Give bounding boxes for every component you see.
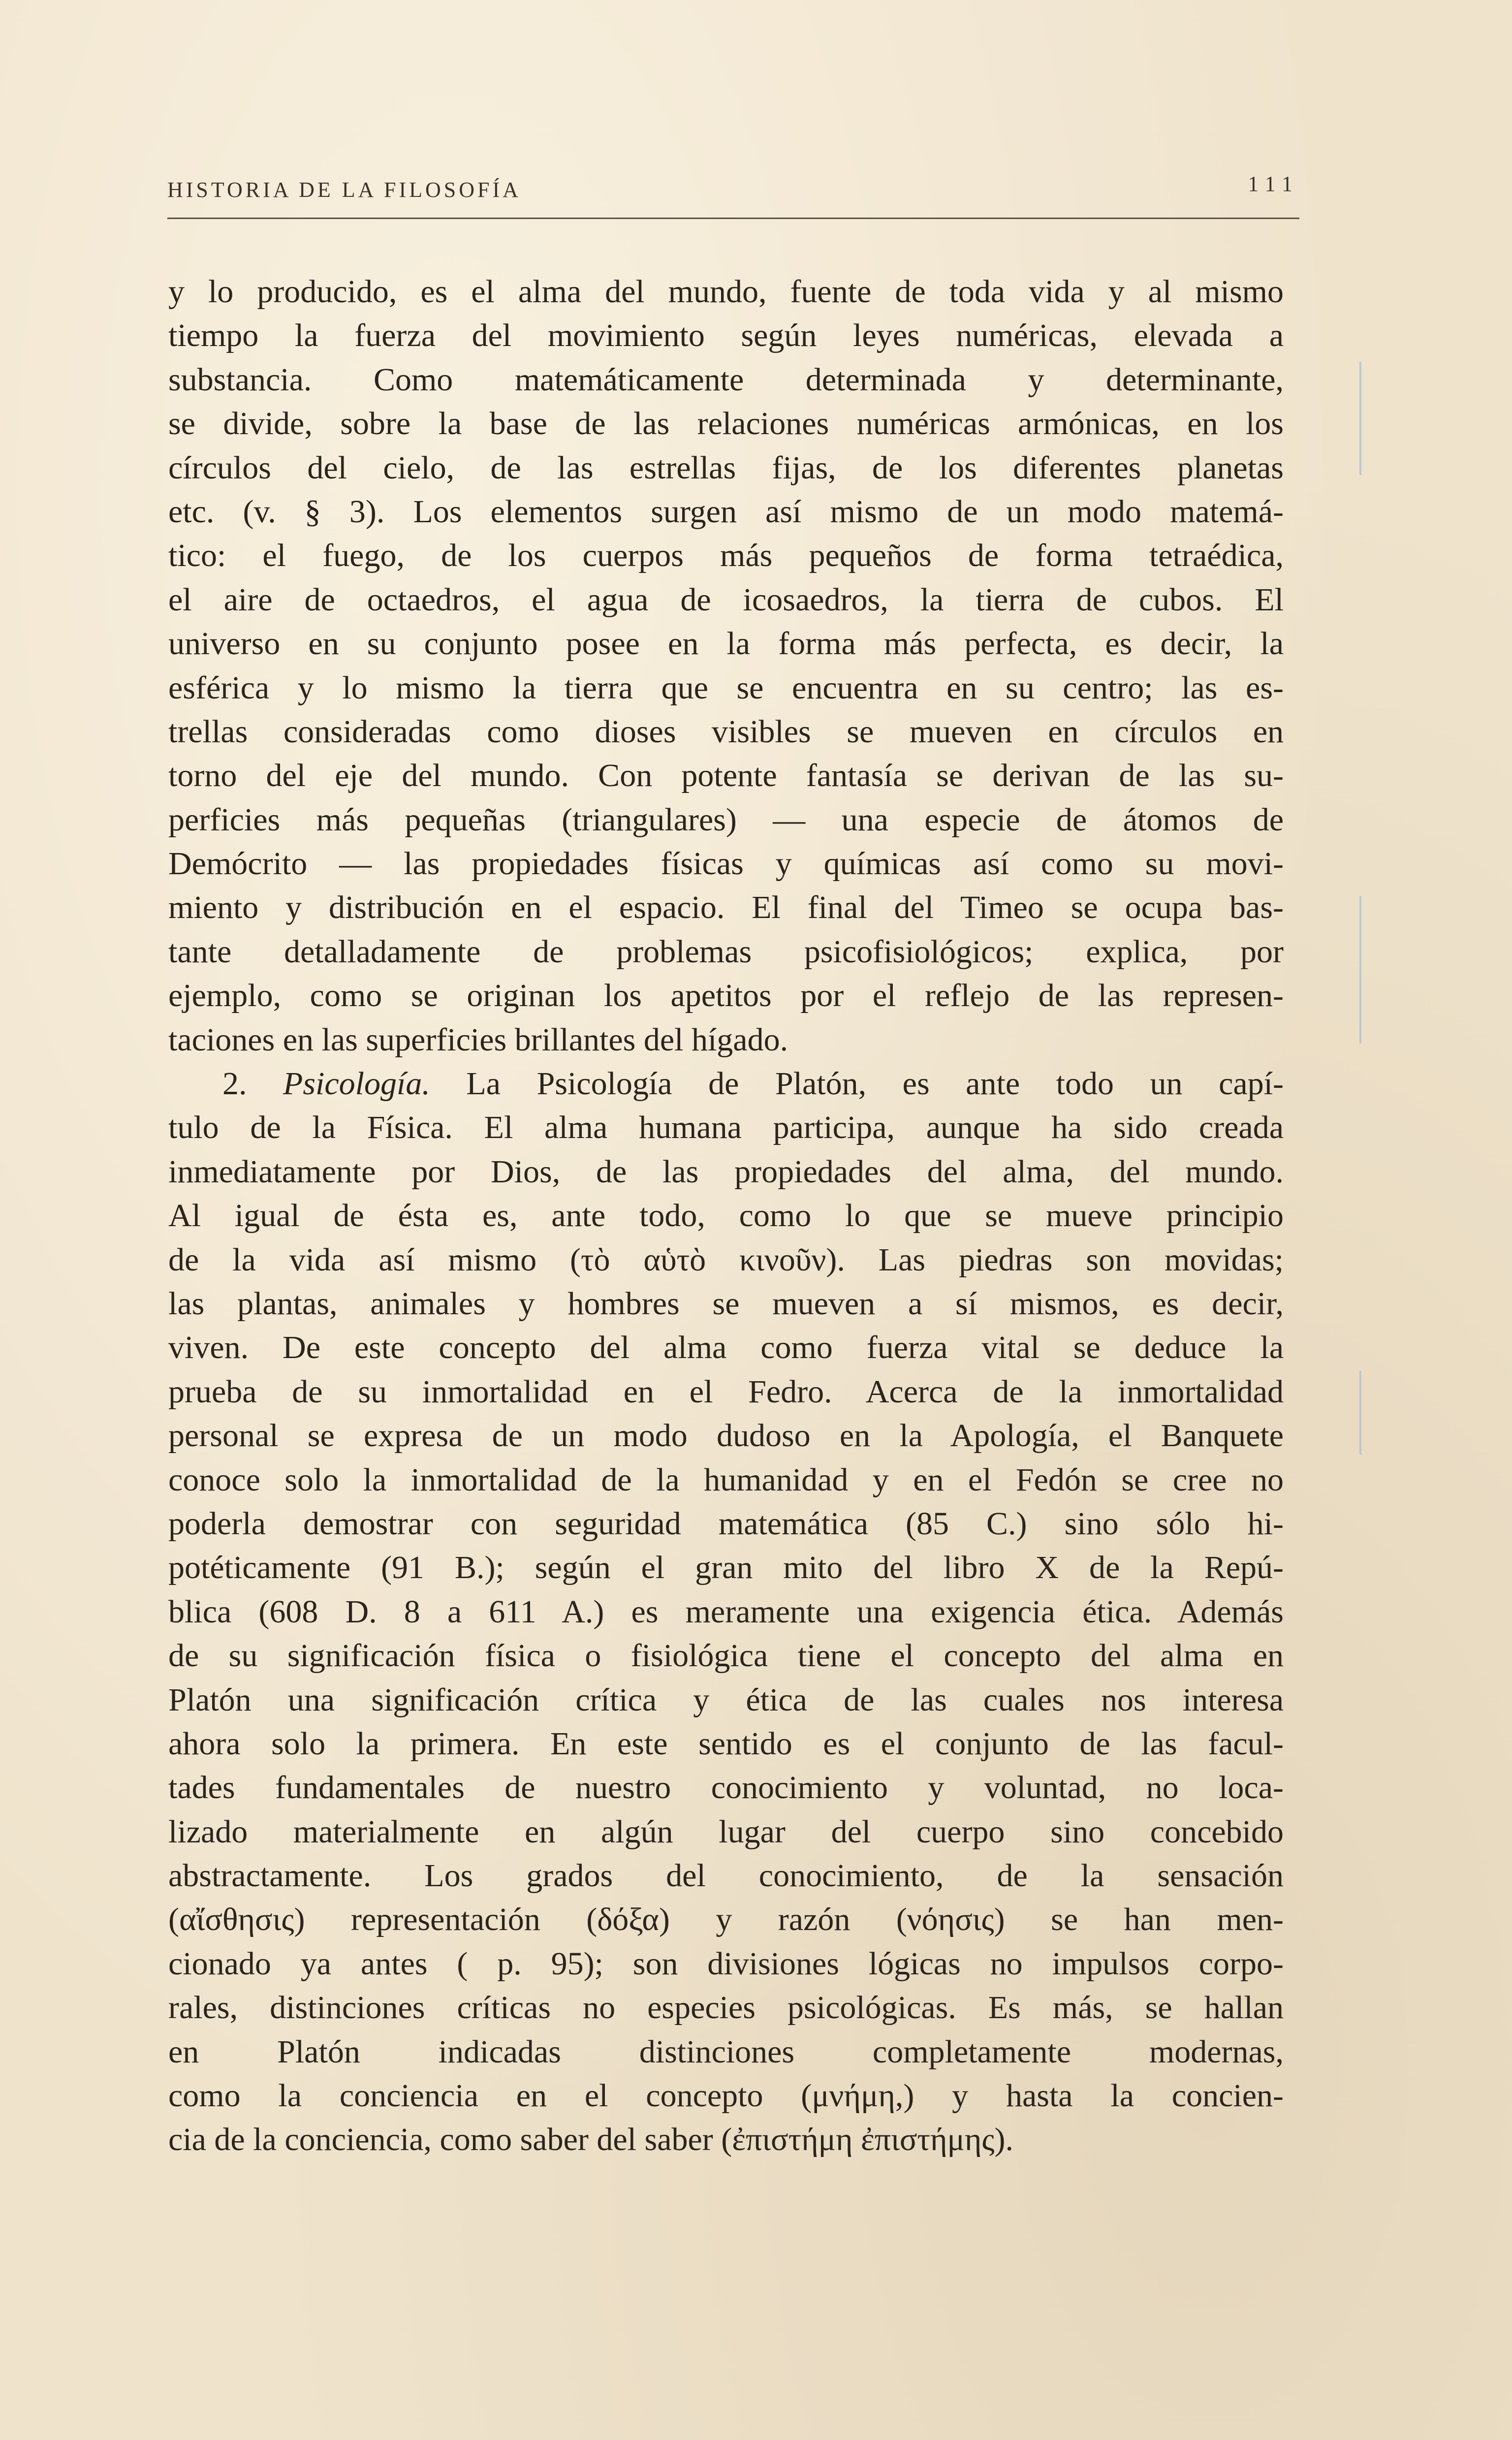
text-line: círculos del cielo, de las estrellas fijas, de los diferentes planetas (168, 449, 1284, 486)
page-header (167, 172, 1299, 207)
section-heading-line (168, 1062, 1284, 1106)
text-line: cionado ya antes ( p. 95); son divisiones lógicas no impulsos corpo- (168, 1945, 1284, 1982)
text-line: prueba de su inmortalidad en el Fedro. Acerca de la inmortalidad (168, 1373, 1284, 1410)
text-line: universo en su conjunto posee en la forma más perfecta, es decir, la (168, 626, 1284, 662)
page-number: 111 (1248, 172, 1299, 196)
text-line: blica (608 D. 8 a 611 A.) es meramente una exigencia ética. Además (168, 1593, 1284, 1630)
text-line: viven. De este concepto del alma como fuerza vital se deduce la (168, 1330, 1284, 1366)
text-line: ahora solo la primera. En este sentido es el conjunto de las facul- (168, 1725, 1284, 1762)
text-line: y lo producido, es el alma del mundo, fuente de toda vida y al mismo (168, 274, 1284, 310)
text-line: perficies más pequeñas (triangulares) — una especie de átomos de (168, 801, 1284, 838)
text-line: tico: el fuego, de los cuerpos más pequeños de forma tetraédica, (168, 538, 1284, 574)
text-line: Demócrito — las propiedades físicas y químicas así como su movi- (168, 846, 1284, 882)
text-line: se divide, sobre la base de las relaciones numéricas armónicas, en los (168, 406, 1284, 442)
text-line: inmediatamente por Dios, de las propiedades del alma, del mundo. (168, 1153, 1284, 1190)
text-line: miento y distribución en el espacio. El final del Timeo se ocupa bas- (168, 889, 1284, 926)
text-line: esférica y lo mismo la tierra que se encuentra en su centro; las es- (168, 669, 1284, 706)
text-line: rales, distinciones críticas no especies psicológicas. Es más, se hallan (168, 1990, 1284, 2026)
text-line: etc. (v. § 3). Los elementos surgen así mismo de un modo matemá- (168, 493, 1284, 530)
text-line: taciones en las superficies brillantes del hígado. (168, 1021, 788, 1058)
section-first-line-text: La Psicología de Platón, es ante todo un capí- (466, 1066, 1284, 1102)
margin-pencil-mark (1359, 896, 1361, 1044)
text-line: como la conciencia en el concepto (μνήμη,) y hasta la concien- (168, 2078, 1284, 2114)
text-line: torno del eje del mundo. Con potente fantasía se derivan de las su- (168, 758, 1284, 794)
section-number: 2. (222, 1066, 247, 1102)
margin-pencil-mark (1359, 1371, 1361, 1455)
header-rule (167, 218, 1299, 219)
text-line: lizado materialmente en algún lugar del cuerpo sino concebido (168, 1813, 1284, 1850)
margin-pencil-mark (1359, 362, 1361, 475)
running-title: HISTORIA DE LA FILOSOFÍA (167, 178, 521, 202)
section-title: Psicología. (283, 1066, 430, 1102)
text-line: tades fundamentales de nuestro conocimiento y voluntad, no loca- (168, 1770, 1284, 1806)
text-line: de la vida así mismo (τὸ αὑτὸ κινοῦν). Las piedras son movidas; (168, 1241, 1284, 1278)
text-line: potéticamente (91 B.); según el gran mito del libro X de la Repú- (168, 1550, 1284, 1586)
text-line: trellas consideradas como dioses visibles se mueven en círculos en (168, 713, 1284, 750)
text-line: substancia. Como matemáticamente determinada y determinante, (168, 361, 1284, 398)
text-line: en Platón indicadas distinciones completamente modernas, (168, 2033, 1284, 2070)
text-line: poderla demostrar con seguridad matemática (85 C.) sino sólo hi- (168, 1505, 1284, 1542)
text-line: personal se expresa de un modo dudoso en la Apología, el Banquete (168, 1418, 1284, 1454)
text-line: cia de la conciencia, como saber del saber (ἐπιστήμη ἐπιστήμης). (168, 2122, 1013, 2158)
text-line: el aire de octaedros, el agua de icosaedros, la tierra de cubos. El (168, 581, 1284, 618)
body-text (168, 270, 1284, 2162)
text-line: ejemplo, como se originan los apetitos por el reflejo de las represen- (168, 978, 1284, 1014)
text-line: (αἴσθησις) representación (δόξα) y razón (νόησις) se han men- (168, 1901, 1284, 1938)
text-line: Platón una significación crítica y ética de las cuales nos interesa (168, 1681, 1284, 1718)
text-line: abstractamente. Los grados del conocimiento, de la sensación (168, 1858, 1284, 1894)
text-line: las plantas, animales y hombres se mueven a sí mismos, es decir, (168, 1285, 1284, 1322)
text-line: conoce solo la inmortalidad de la humanidad y en el Fedón se cree no (168, 1461, 1284, 1498)
text-line: tiempo la fuerza del movimiento según leyes numéricas, elevada a (168, 317, 1284, 354)
text-line: tante detalladamente de problemas psicofisiológicos; explica, por (168, 933, 1284, 970)
text-line: de su significación física o fisiológica tiene el concepto del alma en (168, 1638, 1284, 1674)
text-line: Al igual de ésta es, ante todo, como lo que se mueve principio (168, 1198, 1284, 1234)
text-line: tulo de la Física. El alma humana participa, aunque ha sido creada (168, 1109, 1284, 1146)
